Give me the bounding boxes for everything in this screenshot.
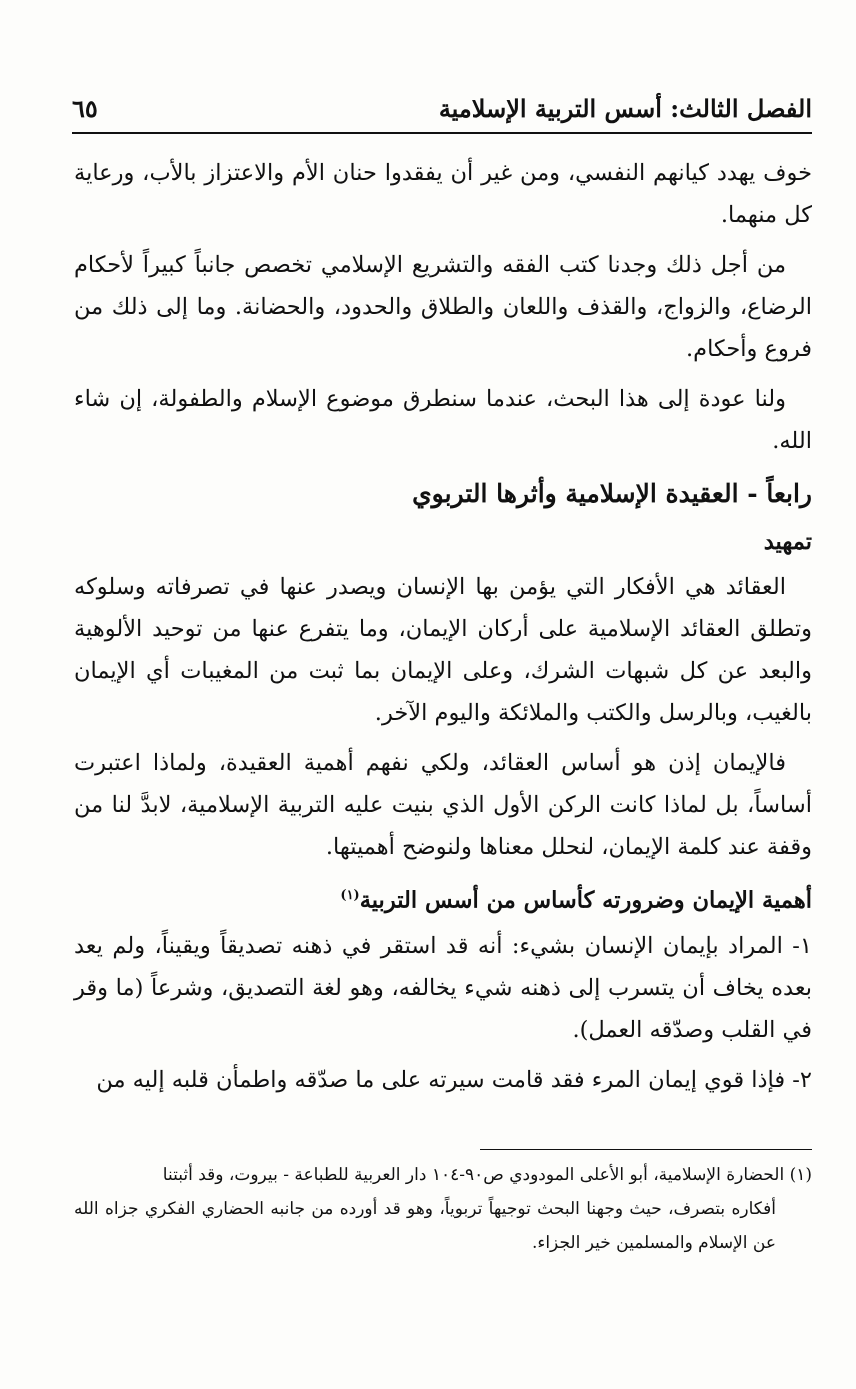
footnote-divider <box>480 1149 812 1150</box>
paragraph: خوف يهدد كيانهم النفسي، ومن غير أن يفقدوا حنان الأم والاعتزاز بالأب، ورعاية كل منهما. <box>74 160 812 228</box>
numbered-paragraph: ١- المراد بإيمان الإنسان بشيء: أنه قد استقر في ذهنه تصديقاً ويقيناً، ولم يعد بعده يخاف أن يتسرب إلى ذهنه شيء يخالفه، وهو لغة التصديق، وشرعاً (ما وقر في القلب وصدّقه العمل). <box>74 932 812 1043</box>
paragraph: فالإيمان إذن هو أساس العقائد، ولكي نفهم أهمية العقيدة، ولماذا اعتبرت أساساً، بل لماذا كانت الركن الأول الذي بنيت عليه التربية الإسلامية، لابدَّ لنا من وقفة عند كلمة الإيمان، لنحلل معناها ولنوضح أهميتها. <box>74 750 812 860</box>
running-header <box>72 88 812 128</box>
numbered-paragraph: ٢- فإذا قوي إيمان المرء فقد قامت سيرته على ما صدّقه واطمأن قلبه إليه من <box>96 1066 812 1093</box>
footnote-reference: (١) <box>340 888 360 903</box>
footnote <box>74 1158 812 1260</box>
footnote-continuation: أفكاره بتصرف، حيث وجهنا البحث توجيهاً تربوياً، وهو قد أورده من جانبه الحضاري الفكري جزاه الله عن الإسلام والمسلمين خير الجزاء. <box>74 1199 776 1253</box>
paragraph: العقائد هي الأفكار التي يؤمن بها الإنسان ويصدر عنها في تصرفاته وسلوكه وتطلق العقائد الإسلامية على أركان الإيمان، وما يتفرع عنها من توحيد الألوهية والبعد عن كل شبهات الشرك، وعلى الإيمان بما ثبت من المغيبات أي الإيمان بالغيب، وبالرسل والكتب والملائكة واليوم الآخر. <box>74 574 812 726</box>
subsection-heading: تمهيد <box>763 529 812 555</box>
header-divider <box>72 132 812 134</box>
footnote-first-line <box>74 1158 812 1192</box>
chapter-title: الفصل الثالث: أسس التربية الإسلامية <box>438 93 812 123</box>
paragraph: ولنا عودة إلى هذا البحث، عندما سنطرق موضوع الإسلام والطفولة، إن شاء الله. <box>74 386 812 454</box>
subsection-heading-text: أهمية الإيمان وضرورته كأساس من أسس التربية <box>359 887 812 914</box>
paragraph: من أجل ذلك وجدنا كتب الفقه والتشريع الإسلامي تخصص جانباً كبيراً لأحكام الرضاع، والزواج، والقذف واللعان والطلاق والحدود، والحضانة. وما إلى ذلك من فروع وأحكام. <box>74 252 812 362</box>
footnote-marker: (١) <box>789 1165 812 1185</box>
section-heading: رابعاً - العقيدة الإسلامية وأثرها التربوي <box>412 479 812 508</box>
page-number: ٦٥ <box>72 93 98 123</box>
footnote-line-text: الحضارة الإسلامية، أبو الأعلى المودودي ص٩٠-١٠٤ دار العربية للطباعة - بيروت، وقد أثبتنا <box>162 1165 785 1185</box>
main-text <box>74 152 812 1109</box>
subsection-heading <box>74 876 812 921</box>
